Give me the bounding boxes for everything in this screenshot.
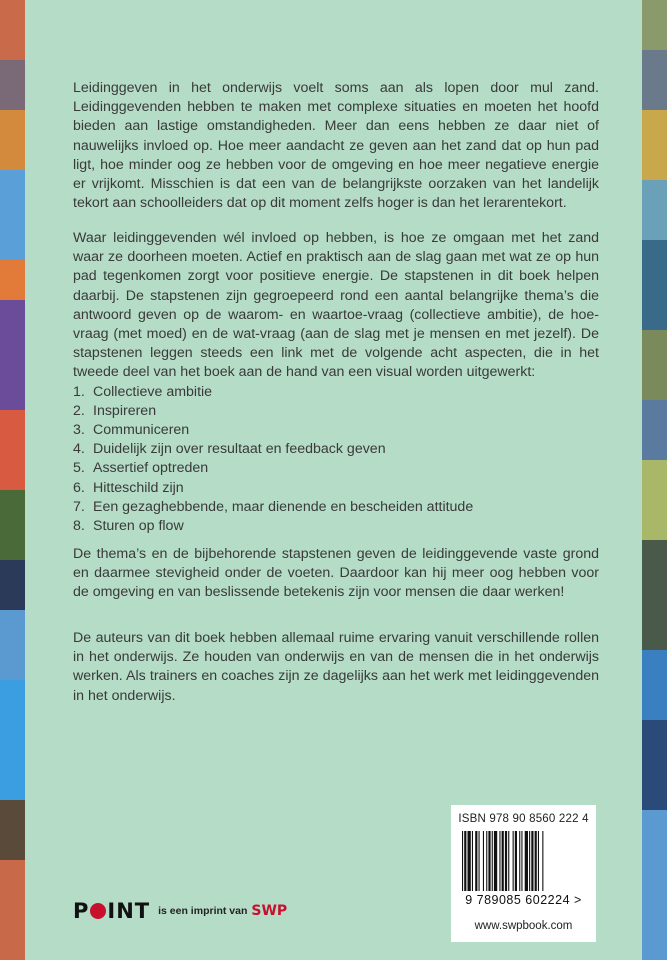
list-item-label: Duidelijk zijn over resultaat en feedback geven bbox=[93, 441, 386, 458]
list-item bbox=[73, 402, 599, 421]
paragraph-text: Leidinggeven in het onderwijs voelt soms aan als lopen door mul zand. Leidinggevenden hebben te maken met complexe situaties en moeten het hoofd bieden aan lastige omstandigheden. Meer dan eens hebben ze daar niet of nauwelijks invloed op. Hoe meer aandacht ze geven aan het zand dat op hun pad ligt, hoe minder oog ze hebben voor de omgeving en hoe meer negatieve energie er vrijkomt. Misschien is dat een van de belangrijkste oorzaken van het landelijk tekort aan schoolleiders dat op dit moment zelfs hoger is dan het lerarentekort. bbox=[73, 80, 599, 212]
list-item-label: Een gezaghebbende, maar dienende en bescheiden attitude bbox=[93, 498, 474, 515]
list-number: 1. bbox=[73, 383, 85, 400]
paragraph-text: De auteurs van dit boek hebben allemaal ruime ervaring vanuit verschillende rollen in het onderwijs. Ze houden van onderwijs en van de mensen die in het onderwijs werken. Als trainers en coaches zijn ze dagelijks aan het werk met leidinggevenden in het onderwijs. bbox=[73, 630, 599, 704]
stepping-stones-section bbox=[73, 229, 599, 536]
list-number: 3. bbox=[73, 422, 85, 439]
authors-paragraph bbox=[73, 629, 599, 706]
list-item-label: Sturen op flow bbox=[93, 518, 184, 535]
list-item bbox=[73, 498, 599, 517]
list-item-label: Collectieve ambitie bbox=[93, 383, 213, 400]
point-logo-text-left: P bbox=[73, 899, 90, 923]
barcode bbox=[462, 831, 584, 891]
publisher-imprint bbox=[73, 898, 287, 924]
point-logo-text-right: INT bbox=[107, 899, 151, 923]
list-item-label: Inspireren bbox=[93, 402, 157, 419]
list-item bbox=[73, 517, 599, 536]
paragraph-text: De thema’s en de bijbehorende stapstenen geven de leidinggevende vaste grond en daarmee stevigheid onder de voeten. Daardoor kan hij meer oog hebben voor de omgeving en van beslissende betekenis zijn voor mensen die daar werken! bbox=[73, 546, 599, 601]
barcode-digits: 9 789085 602224 > bbox=[465, 893, 582, 907]
list-number: 2. bbox=[73, 402, 85, 419]
imprint-text: is een imprint van bbox=[158, 905, 248, 917]
list-item bbox=[73, 421, 599, 440]
paragraph-text: Waar leidinggevenden wél invloed op hebben, is hoe ze omgaan met het zand waar ze doorheen moeten. Actief en praktisch aan de slag gaan met wat ze op hun pad tegenkomen zorgt voor positieve energie. De stapstenen in dit boek helpen daarbij. De stapstenen zijn gegroepeerd rond een aantal belangrijke thema’s die antwoord geven op de waarom- en waartoe-vraag (collectieve ambitie), de hoe-vraag (met moed) en de wat-vraag (aan de slag met je mensen en met jezelf). De stapstenen leggen steeds een link met de volgende acht aspecten, die in het tweede deel van het boek aan de hand van een visual worden uitgewerkt: bbox=[73, 230, 599, 381]
list-number: 6. bbox=[73, 479, 85, 496]
list-item-label: Assertief optreden bbox=[93, 460, 209, 477]
list-item-label: Hitteschild zijn bbox=[93, 479, 184, 496]
mosaic-border-left bbox=[0, 0, 25, 960]
list-item bbox=[73, 440, 599, 459]
isbn-label: ISBN 978 90 8560 222 4 bbox=[458, 813, 589, 825]
list-number: 8. bbox=[73, 518, 85, 535]
mosaic-border-right bbox=[642, 0, 667, 960]
list-item bbox=[73, 479, 599, 498]
list-number: 7. bbox=[73, 498, 85, 515]
themes-paragraph bbox=[73, 545, 599, 603]
list-item bbox=[73, 459, 599, 478]
intro-paragraph bbox=[73, 79, 599, 213]
aspects-list bbox=[73, 383, 599, 537]
point-logo bbox=[73, 899, 150, 923]
publisher-website: www.swpbook.com bbox=[474, 920, 573, 932]
list-number: 5. bbox=[73, 460, 85, 477]
point-logo-dot bbox=[90, 903, 106, 919]
list-number: 4. bbox=[73, 441, 85, 458]
swp-logo: SWP bbox=[251, 903, 288, 919]
list-item bbox=[73, 383, 599, 402]
list-item-label: Communiceren bbox=[93, 422, 190, 439]
isbn-barcode-box bbox=[451, 805, 596, 942]
